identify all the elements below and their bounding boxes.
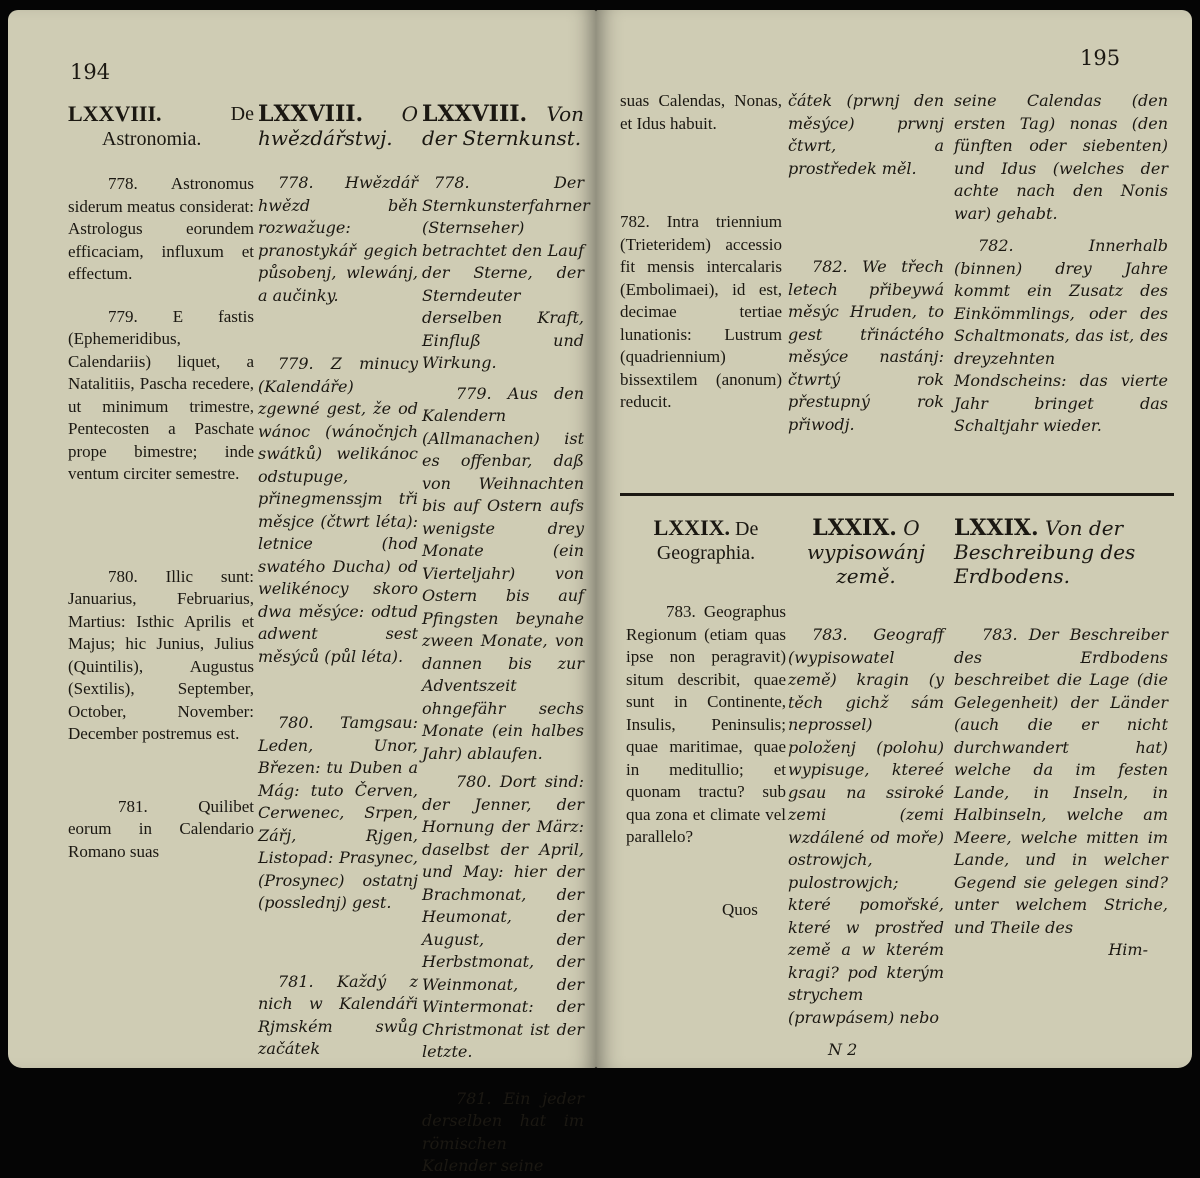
latin-cont-calendas: suas Calendas, Nonas, et Idus habuit. [620, 91, 782, 133]
latin-catchword: Quos [722, 899, 758, 919]
latin-para-779: 779. E fastis (Ephemeridibus, Calendariis) liquet, a Natalitiis, Pascha recedere, ut minimum trimestre, Pentecosten a Paschate prope bimestre; inde ventum circiter semestre. [68, 306, 254, 483]
latin-heading-lxxix [626, 516, 786, 565]
german-heading-lxxix-sub: Beschreibung des Erdbodens. [954, 540, 1136, 588]
latin-column-lxxix [626, 516, 786, 921]
german-heading-lxxix [954, 516, 1168, 588]
latin-heading-word: De [230, 103, 254, 125]
bohemian-heading-lxxix [788, 516, 944, 588]
latin-para-783: 783. Geographus Regionum (etiam quas ipse non peragravit) situm describit, quae sunt in Continente, Insulis, Peninsulis; quae maritimae, quae in meditullio; et quonam tractu? sub qua zona et climate vel parallelo? [626, 602, 786, 846]
right-page [596, 10, 1192, 1068]
german-heading-lxxix-word: Von der [1045, 516, 1124, 540]
bohemian-heading-lxxix-sub: wypisowánj země. [806, 540, 926, 588]
latin-column-left [68, 102, 254, 863]
german-heading-lxxix-number: LXXIX. [954, 515, 1039, 541]
bohemian-para-782: 782. We třech letech přibeywá měsýc Hruden, to gest třináctého měsýce nastánj: čtwrtý rok přestupný rok přiwodj. [788, 257, 944, 434]
bohemian-heading-word: O [401, 102, 418, 126]
german-column-right [954, 90, 1168, 438]
german-para-778: 778. Der Sternkunsterfahrner (Sternseher) betrachtet den Lauf der Sterne, der Sterndeuter derselben Kraft, Einfluß und Wirkung. [422, 173, 590, 372]
section-divider [620, 493, 1174, 496]
german-cont-calendas: seine Calendas (den ersten Tag) nonas (den fünften oder siebenten) und Idus (welches der achte nach den Nonis war) gehabt. [954, 91, 1168, 223]
bohemian-para-783: 783. Geograff (wypisowatel země) kragin (y těch gichž sám neprossel) položenj (polohu) wypisuge, ktereé gsau na ssiroké zemi (zemi wzdálené od moře) ostrowjch, pulostrowjch; které pomořské, které w prostřed země a w kterém kragi? pod kterým strychem (prawpásem) nebo [788, 625, 944, 1027]
latin-heading [68, 102, 254, 151]
bohemian-para-779: 779. Z minucy (Kalendáře) zgewné gest, že od wánoc (wánočnjch swátků) welikánoc odstupuge, přinegmenssjm tři měsjce (čtwrt léta): letnice (hod swatého Ducha) od welikénocy skoro dwa měsýce: odtud adwent sest měsýců (půl léta). [258, 354, 418, 666]
latin-para-778: 778. Astronomus siderum meatus considerat: Astrologus eorundem efficaciam, influxum et effectum. [68, 174, 255, 283]
left-page [8, 10, 596, 1175]
german-para-782: 782. Innerhalb (binnen) drey Jahre kommt ein Zusatz des Einkömmlings, oder des Schaltmonats, das ist, des dreyzehnten Mondscheins: das vierte Jahr bringet das Schaltjahr wieder. [954, 236, 1168, 435]
latin-para-780: 780. Illic sunt: Januarius, Februarius, Martius: Isthic Aprilis et Majus; hic Junius, Julius (Quintilis), Augustus (Sextilis), September, October, November: December postremus est. [68, 566, 254, 743]
page-number-right: 195 [1080, 46, 1121, 70]
german-para-781: 781. Ein jeder derselben hat im römischen Kalender seine [422, 1088, 584, 1175]
german-para-783: 783. Der Beschreiber des Erdbodens beschreibet die Lage (die Gelegenheit) der Länder (auch die er nicht durchwandert hat) welche da im festen Lande, in Inseln, in Halbinseln, welche am Meere, welche mitten im Lande, und in welcher Gegend sie gelegen sind? unter welchem Striche, und Theile des [954, 625, 1168, 937]
latin-heading-lxxix-word: De [735, 518, 759, 540]
bohemian-heading-lxxix-number: LXXIX. [812, 515, 897, 541]
german-column-left [422, 101, 590, 1178]
latin-para-782: 782. Intra triennium (Trieteridem) accessio fit mensis intercalaris (Embolimaei), id est, decimae tertiae lunationis: Lustrum (quadriennium) bissextilem (anonum) reducit. [620, 212, 782, 411]
german-para-780: 780. Dort sind: der Jenner, der Hornung der März: daselbst der April, und May: hier der Brachmonat, der Heumonat, der August, der Herbstmonat, der Weinmonat, der Wintermonat: der Christmonat ist der letzte. [422, 772, 584, 1061]
german-para-779: 779. Aus den Kalendern (Allmanachen) ist es offenbar, daß von Weihnachten bis auf Ostern aufs wenigste drey Monate (ein Vierteljahr) von Ostern bis auf Pfingsten beynahe zween Monate, von dannen bis zur Adventszeit ohngefähr sechs Monate (ein halbes Jahr) ablaufen. [422, 383, 584, 763]
latin-heading-number: LXXVIII. [68, 101, 162, 126]
bohemian-column-right [788, 90, 944, 436]
bohemian-column-left [258, 102, 418, 1061]
bohemian-para-778: 778. Hwězdář hwězd běh rozwažuge: pranostykář gegich působenj, wlewánj, a aučinky. [258, 173, 418, 305]
latin-heading-lxxix-sub: Geographia. [656, 542, 756, 564]
german-column-lxxix [954, 516, 1168, 962]
latin-heading-sub: Astronomia. [102, 128, 202, 150]
bohemian-para-780: 780. Tamgsau: Leden, Unor, Březen: tu Duben a Mág: tuto Červen, Cerwenec, Srpen, Zářj, Rjgen, Listopad: Prasynec, (Prosynec) ostatnj (posslednj) gest. [258, 713, 418, 912]
bohemian-heading [258, 102, 418, 150]
latin-heading-lxxix-number: LXXIX. [653, 515, 731, 540]
latin-para-781: 781. Quilibet eorum in Calendario Romano suas [68, 796, 254, 861]
german-heading-number: LXXVIII. [422, 101, 528, 127]
german-heading [422, 102, 584, 150]
page-number-left: 194 [70, 60, 111, 84]
bohemian-heading-number: LXXVIII. [258, 101, 364, 127]
bohemian-heading-sub: hwězdářstwj. [258, 126, 393, 150]
german-catchword: Him- [1108, 940, 1148, 959]
bohemian-para-781: 781. Každý z nich w Kalendáři Rjmském swůg začátek [258, 971, 418, 1058]
bohemian-heading-lxxix-word: O [903, 516, 920, 540]
bohemian-catchword: N 2 [828, 1040, 858, 1059]
bohemian-column-lxxix [788, 516, 944, 1062]
bohemian-cont-calendas: čátek (prwnj den měsýce) prwnj čtwrt, a prostředek měl. [788, 91, 944, 178]
german-heading-sub: der Sternkunst. [422, 126, 582, 150]
latin-column-right [620, 90, 782, 414]
german-heading-word: Von [546, 102, 584, 126]
